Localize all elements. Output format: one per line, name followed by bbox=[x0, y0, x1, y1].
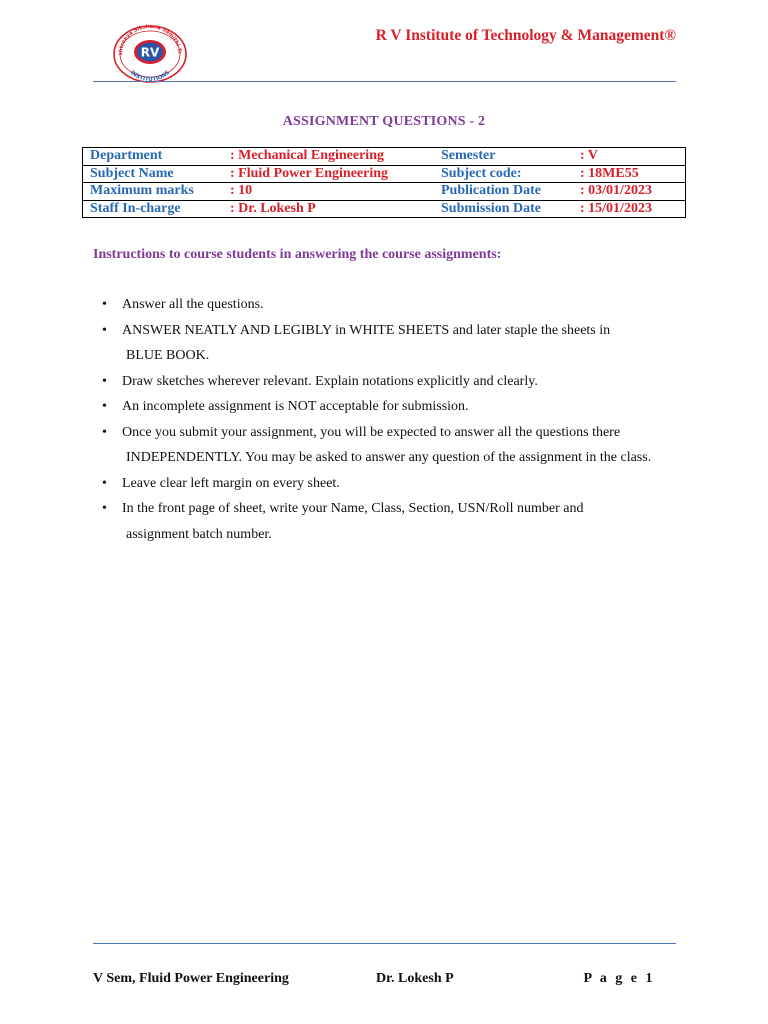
semester-label: Semester bbox=[441, 148, 496, 163]
instruction-continuation: BLUE BOOK. bbox=[126, 348, 210, 363]
bullet-icon: • bbox=[102, 399, 107, 414]
logo-arc-bottom-text: INSTITUTIONS bbox=[128, 69, 172, 84]
header-divider bbox=[93, 81, 676, 82]
list-item bbox=[100, 420, 677, 471]
course-info-table bbox=[82, 147, 686, 218]
submission-date-label: Submission Date bbox=[441, 200, 541, 216]
subject-code-label: Subject code: bbox=[441, 165, 522, 181]
instructions-heading: Instructions to course students in answering the course assignments: bbox=[93, 247, 502, 262]
maximum-marks-label: Maximum marks bbox=[90, 183, 194, 198]
bullet-icon: • bbox=[102, 322, 107, 338]
instruction-text: In the front page of sheet, write your Name, Class, Section, USN/Roll number and bbox=[122, 501, 584, 516]
table-row bbox=[83, 200, 686, 218]
list-item bbox=[100, 496, 677, 547]
list-item bbox=[100, 369, 677, 395]
instruction-continuation: INDEPENDENTLY. You may be asked to answer any question of the assignment in the class. bbox=[126, 450, 652, 465]
publication-date-label: Publication Date bbox=[441, 183, 541, 198]
institute-name: R V Institute of Technology & Management® bbox=[375, 27, 676, 44]
list-item bbox=[100, 471, 677, 497]
logo-center-text: RV bbox=[140, 45, 160, 60]
list-item bbox=[100, 394, 677, 420]
footer-page-number: P a g e 1 bbox=[583, 971, 655, 986]
table-row bbox=[83, 183, 686, 201]
institution-logo bbox=[108, 24, 192, 84]
bullet-icon: • bbox=[102, 501, 107, 516]
department-value: : Mechanical Engineering bbox=[230, 148, 384, 163]
instruction-text: An incomplete assignment is NOT acceptable for submission. bbox=[122, 399, 469, 414]
publication-date-value: : 03/01/2023 bbox=[580, 183, 652, 198]
instruction-text: Once you submit your assignment, you will be expected to answer all the questions there bbox=[122, 424, 621, 440]
footer-course: V Sem, Fluid Power Engineering bbox=[93, 971, 289, 986]
instruction-text: Draw sketches wherever relevant. Explain notations explicitly and clearly. bbox=[122, 373, 538, 389]
instruction-continuation: assignment batch number. bbox=[126, 526, 272, 542]
instruction-text: ANSWER NEATLY AND LEGIBLY in WHITE SHEETS and later staple the sheets in bbox=[122, 322, 611, 338]
instruction-text: Leave clear left margin on every sheet. bbox=[122, 475, 340, 491]
list-item bbox=[100, 292, 677, 318]
subject-name-label: Subject Name bbox=[90, 165, 174, 181]
bullet-icon: • bbox=[102, 475, 107, 491]
instructions-list bbox=[100, 292, 677, 547]
bullet-icon: • bbox=[102, 424, 107, 440]
submission-date-value: : 15/01/2023 bbox=[580, 200, 652, 216]
footer-author: Dr. Lokesh P bbox=[376, 971, 454, 986]
department-label: Department bbox=[90, 148, 163, 163]
bullet-icon: • bbox=[102, 297, 107, 312]
subject-name-value: : Fluid Power Engineering bbox=[230, 165, 389, 181]
instruction-text: Answer all the questions. bbox=[122, 297, 264, 312]
rv-logo-emblem bbox=[108, 24, 192, 84]
footer-divider bbox=[93, 943, 676, 944]
maximum-marks-value: : 10 bbox=[230, 183, 253, 198]
semester-value: : V bbox=[580, 148, 599, 163]
bullet-icon: • bbox=[102, 373, 107, 389]
table-row bbox=[83, 148, 686, 166]
table-row bbox=[83, 165, 686, 183]
logo-arc-top-text: shtreeya Sikshana Samithi Tr bbox=[117, 24, 183, 56]
staff-incharge-value: : Dr. Lokesh P bbox=[230, 200, 316, 216]
list-item bbox=[100, 318, 677, 369]
subject-code-value: : 18ME55 bbox=[580, 165, 639, 181]
assignment-title: ASSIGNMENT QUESTIONS - 2 bbox=[282, 114, 486, 129]
staff-incharge-label: Staff In-charge bbox=[90, 200, 181, 216]
